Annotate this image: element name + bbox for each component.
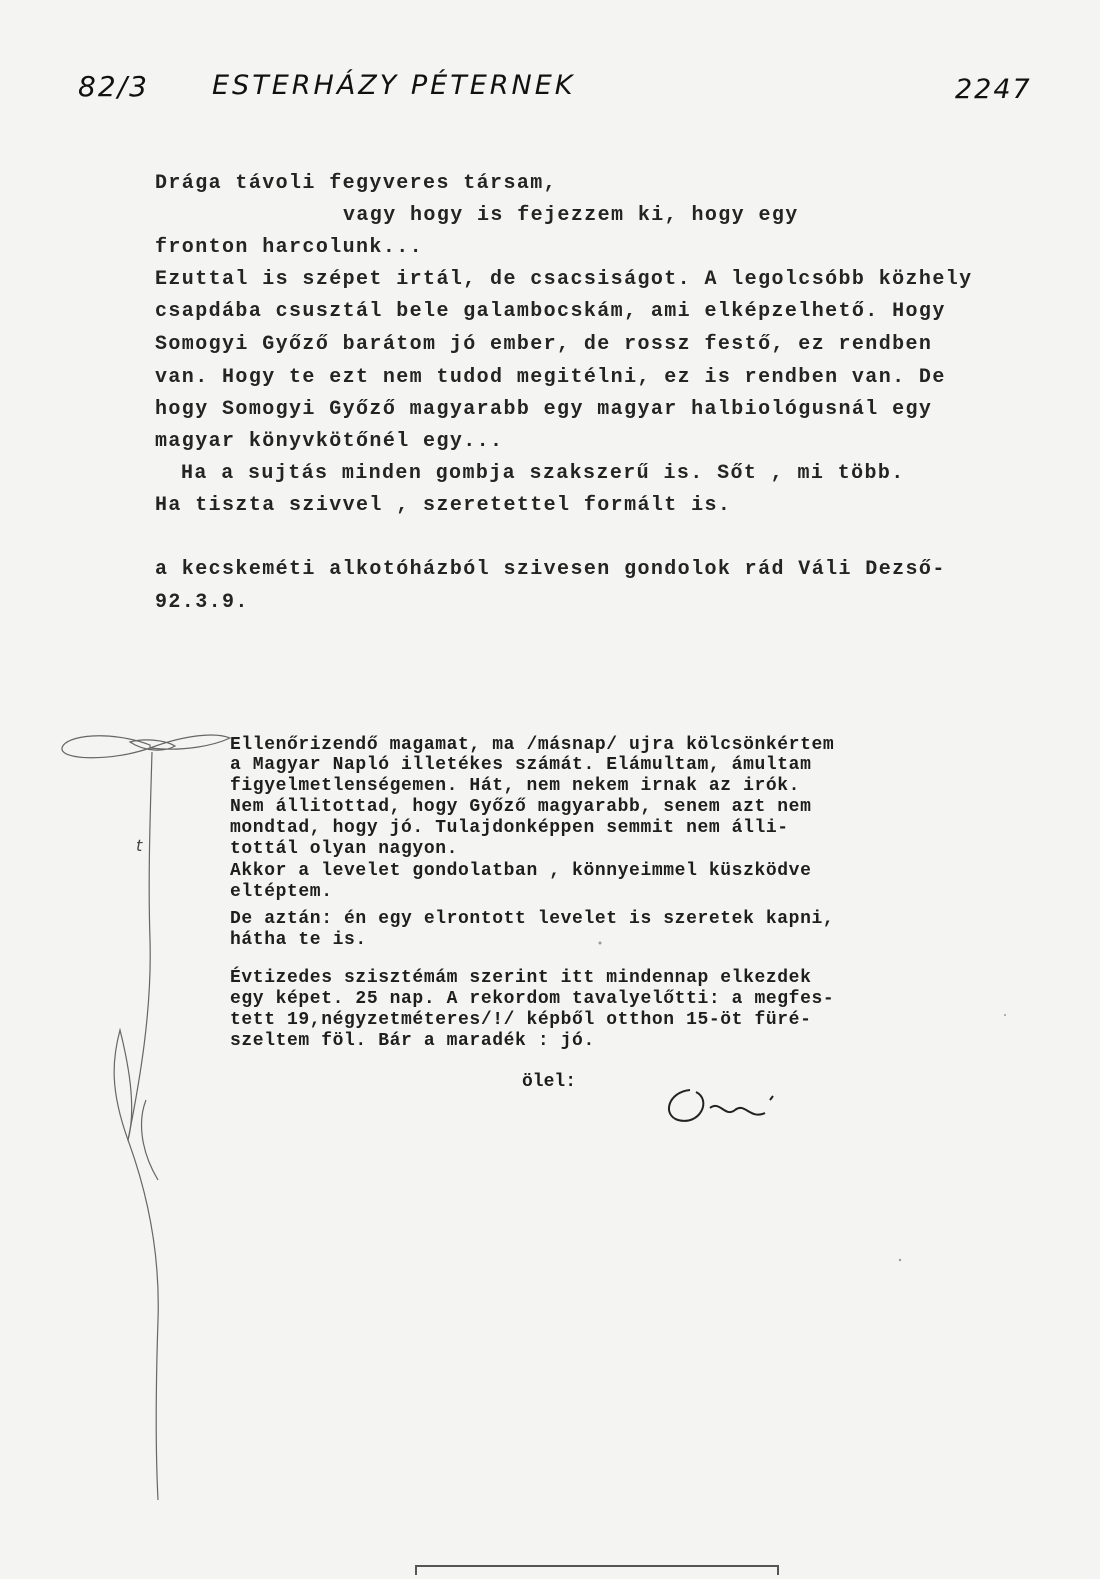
archive-reference-right: 2247 xyxy=(955,74,1032,105)
postscript-line: Akkor a levelet gondolatban , könnyeimmel küszködve xyxy=(230,861,812,881)
postscript-line: De aztán: én egy elrontott levelet is szeretek kapni, xyxy=(230,909,835,929)
signature-scribble xyxy=(669,1090,773,1121)
letter-line: Ezuttal is szépet irtál, de csacsiságot. A legolcsóbb közhely xyxy=(155,268,973,291)
letter-line: Drága távoli fegyveres társam, xyxy=(155,172,558,195)
postscript-line: figyelmetlenségemen. Hát, nem nekem irnak az irók. xyxy=(230,776,801,796)
letter-line: Ha tiszta szivvel , szeretettel formált is. xyxy=(155,494,732,517)
postscript-line: Ellenőrizendő magamat, ma /másnap/ ujra kölcsönkértem xyxy=(230,735,835,755)
letter-line: a kecskeméti alkotóházból szivesen gondolok rád Váli Dezső- xyxy=(155,558,946,581)
signoff: ölel: xyxy=(522,1072,577,1092)
postscript-line: hátha te is. xyxy=(230,930,367,950)
letter-line: magyar könyvkötőnél egy... xyxy=(155,430,504,453)
letter-line: Somogyi Győző barátom jó ember, de rossz festő, ez rendben xyxy=(155,333,933,356)
signature-text xyxy=(665,1095,666,1096)
postscript-line: a Magyar Napló illetékes számát. Elámultam, ámultam xyxy=(230,755,812,775)
letter-line: vagy hogy is fejezzem ki, hogy egy xyxy=(343,204,799,227)
letter-line: van. Hogy te ezt nem tudod megitélni, ez is rendben van. De xyxy=(155,366,946,389)
letter-line: fronton harcolunk... xyxy=(155,236,424,259)
pencil-margin-mark: t xyxy=(136,836,145,855)
scan-footer-mark xyxy=(415,1565,779,1575)
postscript-line: Nem állitottad, hogy Győző magyarabb, senem azt nem xyxy=(230,797,812,817)
postscript-line: mondtad, hogy jó. Tulajdonképpen semmit nem álli- xyxy=(230,818,789,838)
letter-line: Ha a sujtás minden gombja szakszerű is. Sőt , mi több. xyxy=(181,462,905,485)
pencil-flower-icon xyxy=(62,735,230,1500)
postscript-line: eltéptem. xyxy=(230,882,333,902)
handwritten-dedication: ESTERHÁZY PÉTERNEK xyxy=(212,70,576,101)
letter-line: hogy Somogyi Győző magyarabb egy magyar halbiológusnál egy xyxy=(155,398,933,421)
postscript-line: szeltem föl. Bár a maradék : jó. xyxy=(230,1031,595,1051)
postscript-line: tett 19,négyzetméteres/!/ képből otthon 15-öt füré- xyxy=(230,1010,812,1030)
postscript-line: Évtizedes szisztémám szerint itt mindennap elkezdek xyxy=(230,968,812,988)
letter-line: csapdába csusztál bele galambocskám, ami elképzelhető. Hogy xyxy=(155,300,946,323)
letter-date: 92.3.9. xyxy=(155,591,249,614)
scan-noise xyxy=(599,942,1007,1262)
postscript-line: tottál olyan nagyon. xyxy=(230,839,459,859)
postscript-line: egy képet. 25 nap. A rekordom tavalyelőtti: a megfes- xyxy=(230,989,835,1009)
archive-reference-left: 82/3 xyxy=(78,70,149,103)
